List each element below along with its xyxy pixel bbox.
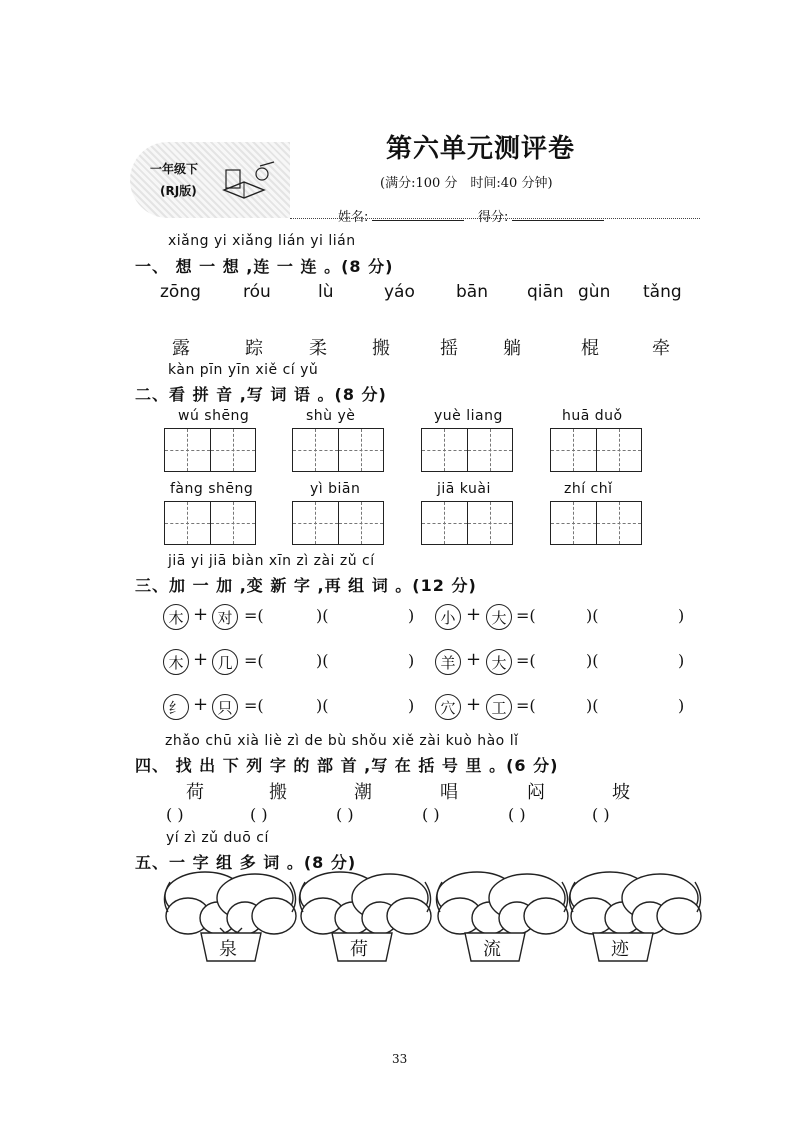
plus-sign: + [193, 604, 209, 625]
grid-pinyin: wú shēng [178, 408, 250, 424]
pinyin-word: yáo [384, 282, 415, 302]
section-5-title: 五、一 字 组 多 词 。(8 分) [135, 853, 357, 872]
radical-circle: 大 [486, 604, 512, 630]
grid-pinyin: zhí chǐ [564, 481, 613, 497]
section-3-pinyin: jiā yi jiā biàn xīn zì zài zǔ cí [168, 553, 375, 569]
section-4-title: 四、 找 出 下 列 字 的 部 首 ,写 在 括 号 里 。(6 分) [135, 756, 559, 775]
grid-pinyin: shù yè [306, 408, 356, 424]
writing-grid[interactable] [550, 501, 642, 545]
section-1-title: 一、 想 一 想 ,连 一 连 。(8 分) [135, 257, 394, 276]
name-field[interactable] [372, 206, 464, 221]
answer-paren-end[interactable]: ) [408, 651, 415, 670]
grid-pinyin: yuè liang [434, 408, 503, 424]
equals-paren: =( [244, 651, 264, 670]
section-2-title: 二、看 拼 音 ,写 词 语 。(8 分) [135, 385, 387, 404]
pinyin-word: róu [243, 282, 271, 302]
answer-paren-end[interactable]: ) [408, 606, 415, 625]
radical-circle: 木 [163, 649, 189, 675]
pinyin-word: qiān [527, 282, 564, 302]
pot-character: 荷 [350, 939, 368, 960]
plus-sign: + [466, 649, 482, 670]
pinyin-word: lù [318, 282, 334, 302]
pot-character: 泉 [219, 939, 237, 960]
equals-paren: =( [244, 696, 264, 715]
radical-answer-paren[interactable]: ( ) [166, 805, 184, 824]
plus-sign: + [466, 694, 482, 715]
answer-paren-end[interactable]: ) [678, 651, 685, 670]
writing-grid[interactable] [421, 428, 513, 472]
section-2-pinyin: kàn pīn yīn xiě cí yǔ [168, 362, 319, 378]
character: 潮 [354, 782, 372, 803]
radical-circle: 羊 [435, 649, 461, 675]
character: 棍 [581, 338, 599, 359]
radical-answer-paren[interactable]: ( ) [592, 805, 610, 824]
answer-paren-end[interactable]: ) [408, 696, 415, 715]
score-field[interactable] [512, 206, 604, 221]
radical-circle: 穴 [435, 694, 461, 720]
answer-paren-end[interactable]: ) [678, 606, 685, 625]
radical-answer-paren[interactable]: ( ) [422, 805, 440, 824]
radical-circle: 纟 [163, 694, 189, 720]
grid-pinyin: yì biān [310, 481, 361, 497]
writing-grid[interactable] [292, 501, 384, 545]
radical-circle: 小 [435, 604, 461, 630]
character: 闷 [527, 782, 545, 803]
answer-paren[interactable]: )( [316, 651, 329, 670]
character: 坡 [612, 782, 630, 803]
character: 牵 [652, 338, 670, 359]
pinyin-word: zōng [160, 282, 201, 302]
pinyin-word: gùn [578, 282, 611, 302]
character: 摇 [440, 338, 458, 359]
radical-circle: 工 [486, 694, 512, 720]
plus-sign: + [193, 694, 209, 715]
section-1-pinyin: xiǎng yi xiǎng lián yi lián [168, 233, 356, 249]
section-4-pinyin: zhǎo chū xià liè zì de bù shǒu xiě zài kuò hào lǐ [165, 733, 519, 749]
radical-circle: 对 [212, 604, 238, 630]
grid-pinyin: huā duǒ [562, 408, 623, 424]
name-label: 姓名: [338, 210, 369, 225]
answer-paren[interactable]: )( [316, 696, 329, 715]
writing-grid[interactable] [292, 428, 384, 472]
equals-paren: =( [244, 606, 264, 625]
character: 柔 [309, 338, 327, 359]
equals-paren: =( [516, 651, 536, 670]
plus-sign: + [193, 649, 209, 670]
answer-paren[interactable]: )( [586, 606, 599, 625]
answer-paren[interactable]: )( [586, 651, 599, 670]
character: 唱 [440, 782, 458, 803]
character: 踪 [245, 338, 263, 359]
pot-character: 迹 [611, 939, 629, 960]
equals-paren: =( [516, 696, 536, 715]
writing-grid[interactable] [421, 501, 513, 545]
radical-answer-paren[interactable]: ( ) [508, 805, 526, 824]
radical-answer-paren[interactable]: ( ) [336, 805, 354, 824]
grid-pinyin: fàng shēng [170, 481, 254, 497]
character: 搬 [372, 338, 390, 359]
pinyin-word: tǎng [643, 282, 682, 302]
character: 搬 [269, 782, 287, 803]
answer-paren[interactable]: )( [316, 606, 329, 625]
radical-answer-paren[interactable]: ( ) [250, 805, 268, 824]
plus-sign: + [466, 604, 482, 625]
answer-paren-end[interactable]: ) [678, 696, 685, 715]
grade-label: 一年级下 [150, 162, 199, 176]
book-illustration-icon [220, 160, 280, 204]
page-title: 第六单元测评卷 [386, 134, 576, 164]
page-number: 33 [392, 1052, 408, 1066]
character: 躺 [503, 338, 521, 359]
section-3-title: 三、加 一 加 ,变 新 字 ,再 组 词 。(12 分) [135, 576, 477, 595]
equals-paren: =( [516, 606, 536, 625]
radical-circle: 木 [163, 604, 189, 630]
pot-character: 流 [483, 939, 501, 960]
radical-circle: 几 [212, 649, 238, 675]
writing-grid[interactable] [164, 428, 256, 472]
pinyin-word: bān [456, 282, 488, 302]
radical-circle: 只 [212, 694, 238, 720]
exam-info: (满分:100 分 时间:40 分钟) [380, 176, 553, 191]
character: 荷 [186, 782, 204, 803]
answer-paren[interactable]: )( [586, 696, 599, 715]
character: 露 [172, 338, 190, 359]
section-5-pinyin: yí zì zǔ duō cí [166, 830, 269, 846]
score-label: 得分: [478, 210, 509, 225]
edition-label: (RJ版) [160, 184, 197, 198]
writing-grid[interactable] [550, 428, 642, 472]
grid-pinyin: jiā kuài [437, 481, 491, 497]
writing-grid[interactable] [164, 501, 256, 545]
radical-circle: 大 [486, 649, 512, 675]
